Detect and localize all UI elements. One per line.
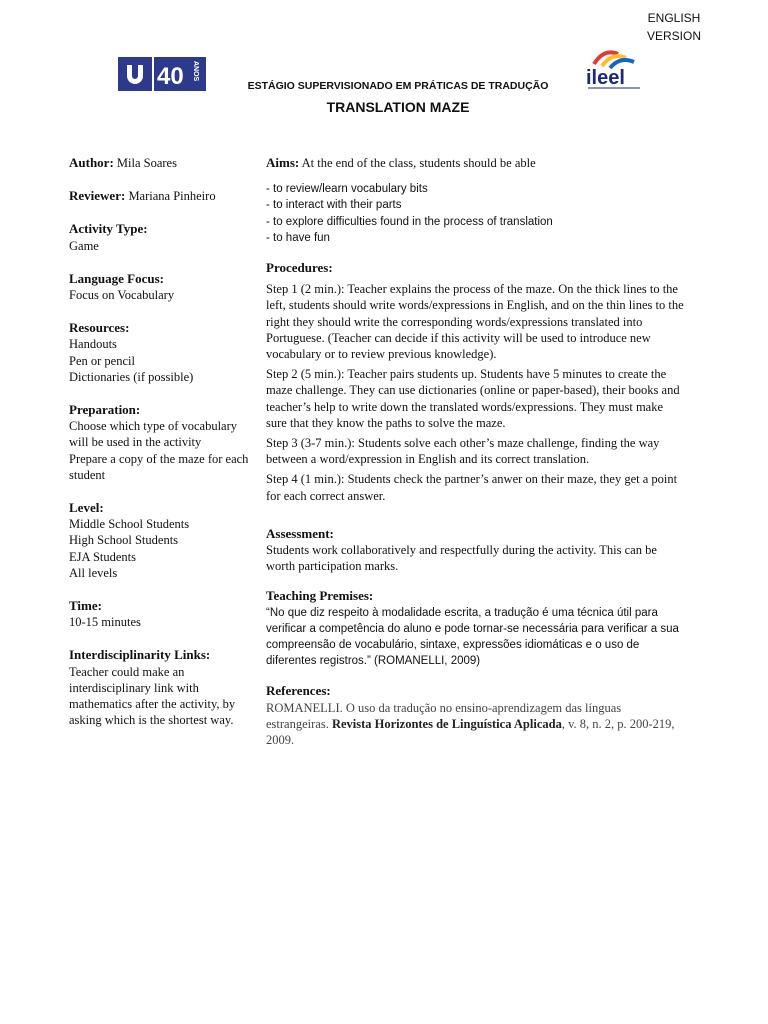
links-value: Teacher could make an interdisciplinary link with mathematics after the activity, by asking which is the shortest way. <box>69 664 236 728</box>
links-label: Interdisciplinarity Links: <box>69 647 211 663</box>
ufu-logo-sub: ANOS <box>192 61 199 82</box>
level-item: Middle School Students <box>69 517 190 532</box>
ufu-logo-number: 40 <box>157 63 184 90</box>
aims-block <box>266 155 686 171</box>
time-value: 10-15 minutes <box>69 615 141 630</box>
resources-block <box>69 320 255 385</box>
language-block <box>69 271 255 303</box>
right-column <box>266 155 686 748</box>
resource-item: Dictionaries (if possible) <box>69 369 194 384</box>
links-block <box>69 647 255 728</box>
procedure-step: Step 1 (2 min.): Teacher explains the process of the maze. On the thick lines to the left, students should write words/expressions in English, and on the thin lines to the right they should write the corresponding words/expressions translated into Portuguese. (Teacher can decide if this activity will be used to introduce new vocabulary or to review previous knowledge). <box>266 282 684 362</box>
author-label: Author: <box>69 155 114 170</box>
aims-intro: At the end of the class, students should be able <box>301 156 536 170</box>
preparation-item: Prepare a copy of the maze for each student <box>69 451 249 482</box>
reference-entry <box>266 700 686 749</box>
activity-value: Game <box>69 238 99 253</box>
time-block <box>69 598 255 630</box>
author-block <box>69 155 255 171</box>
reference-text: ROMANELLI. O uso da tradução no ensino-aprendizagem das línguas estrangeiras. <box>266 700 622 731</box>
level-item: All levels <box>69 565 118 580</box>
procedure-step: Step 3 (3-7 min.): Students solve each other’s maze challenge, finding the way between a word/expression in English and its correct translation. <box>266 436 660 467</box>
department-heading: ESTÁGIO SUPERVISIONADO EM PRÁTICAS DE TRADUÇÃO <box>247 80 549 92</box>
preparation-item: Choose which type of vocabulary will be used in the activity <box>69 419 238 450</box>
aim-item: - to review/learn vocabulary bits <box>266 183 428 196</box>
resources-label: Resources: <box>69 320 130 336</box>
activity-label: Activity Type: <box>69 221 148 237</box>
resource-item: Pen or pencil <box>69 353 135 368</box>
version-line-1: ENGLISH <box>647 11 701 25</box>
version-line-2: VERSION <box>646 29 701 43</box>
reference-details: , v. 8, n. 2, p. 200-219, 2009. <box>266 716 675 748</box>
language-value: Focus on Vocabulary <box>69 288 175 303</box>
language-label: Language Focus: <box>69 270 164 286</box>
aims-list <box>266 181 686 246</box>
preparation-block <box>69 402 255 483</box>
left-column <box>69 155 255 745</box>
page-title: TRANSLATION MAZE <box>326 99 470 115</box>
assessment-label: Assessment: <box>266 525 334 541</box>
procedure-step: Step 2 (5 min.): Teacher pairs students up. Students have 5 minutes to create the maze challenge. They can use dictionaries (online or paper-based), their books and teacher’s help to write down the translated words/expressions. They must make sure that they know the paths to solve the maze. <box>266 367 680 430</box>
reviewer-label: Reviewer: <box>69 188 126 204</box>
procedure-step: Step 4 (1 min.): Students check the partner’s anwer on their maze, they get a point for each correct answer. <box>266 472 678 503</box>
aim-item: - to explore difficulties found in the process of translation <box>266 215 553 228</box>
author-value: Mila Soares <box>116 156 177 170</box>
resource-item: Handouts <box>69 337 117 352</box>
premises-value: “No que diz respeito à modalidade escrita, a tradução é uma técnica útil para verificar a competência do aluno e pode tornar-se necessária para verificar a sua compreensão de vocabulário, sintaxe, expressões idiomáticas e o uso de diferentes registros.” (ROMANELLI, 2009) <box>266 606 679 668</box>
level-block <box>69 500 255 581</box>
ileel-logo-text: ileel <box>586 67 625 89</box>
level-item: High School Students <box>69 533 179 548</box>
reviewer-block <box>69 188 255 204</box>
preparation-label: Preparation: <box>69 402 141 418</box>
level-label: Level: <box>69 500 104 516</box>
activity-block <box>69 221 255 253</box>
reference-journal: Revista Horizontes de Linguística Aplicada <box>331 716 562 731</box>
aim-item: - to interact with their parts <box>266 199 402 212</box>
time-label: Time: <box>69 598 102 614</box>
assessment-value: Students work collaboratively and respectfully during the activity. This can be worth participation marks. <box>266 543 657 574</box>
version-label <box>634 9 714 45</box>
reviewer-value: Mariana Pinheiro <box>128 189 216 204</box>
references-label: References: <box>266 683 331 699</box>
level-item: EJA Students <box>69 549 137 564</box>
aims-label: Aims: <box>266 155 300 170</box>
premises-label: Teaching Premises: <box>266 588 374 604</box>
aim-item: - to have fun <box>266 231 330 244</box>
procedures-label: Procedures: <box>266 260 333 276</box>
